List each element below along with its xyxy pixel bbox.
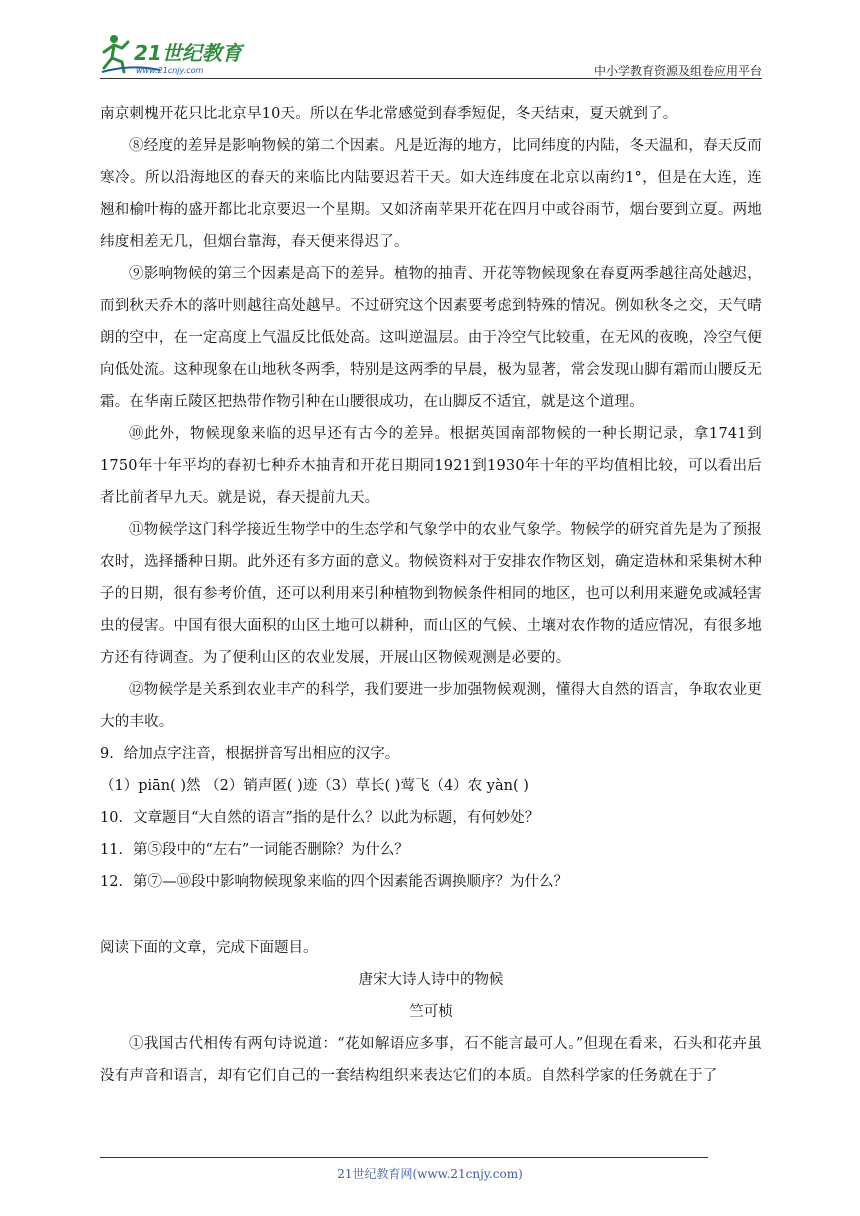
header-divider <box>100 78 762 79</box>
paragraph-continued: 南京刺槐开花只比北京早10天。所以在华北常感觉到春季短促，冬天结束，夏天就到了。 <box>100 106 678 122</box>
paragraph-11: ⑪物候学这门科学接近生物学中的生态学和气象学中的农业气象学。物候学的研究首先是为了预报农时，选择播种日期。此外还有多方面的意义。物候资料对于安排农作物区划，确定造林和采集树木种子的日期，很有参考价值，还可以利用来引种植物到物候条件相同的地区，也可以利用来避免或减轻害虫的侵害。中国有很大面积的山区土地可以耕种，而山区的气候、土壤对农作物的适应情况，有很多地方还有待调查。为了便利山区的农业发展，开展山区物候观测是必要的。 <box>100 522 762 666</box>
reading-intro: 阅读下面的文章，完成下面题目。 <box>100 940 318 956</box>
section-gap <box>100 898 762 932</box>
footer-divider <box>100 1157 708 1158</box>
logo-url: www.21cnjy.com <box>136 66 204 75</box>
page-header <box>100 30 762 80</box>
footer-text: 21世纪教育网(www.21cnjy.com) <box>337 1167 523 1181</box>
question-9: 9．给加点字注音，根据拼音写出相应的汉字。 <box>100 746 400 762</box>
logo-text: 21世纪教育 <box>134 41 242 65</box>
question-10: 10．文章题目“大自然的语言”指的是什么？以此为标题，有何妙处？ <box>100 810 540 826</box>
platform-name: 中小学教育资源及组卷应用平台 <box>593 64 762 78</box>
question-12: 12．第⑦—⑩段中影响物候现象来临的四个因素能否调换顺序？为什么？ <box>100 874 568 890</box>
document-body <box>100 98 762 1092</box>
logo <box>100 30 270 78</box>
paragraph-10: ⑩此外，物候现象来临的迟早还有古今的差异。根据英国南部物候的一种长期记录，拿1741到1750年十年平均的春初七种乔木抽青和开花日期同1921到1930年十年的平均值相比较，可以看出后者比前者早九天。就是说，春天提前九天。 <box>100 426 762 506</box>
paragraph-8: ⑧经度的差异是影响物候的第二个因素。凡是近海的地方，比同纬度的内陆，冬天温和，春天反而寒冷。所以沿海地区的春天的来临比内陆要迟若干天。如大连纬度在北京以南约1°，但是在大连，连翘和榆叶梅的盛开都比北京要迟一个星期。又如济南苹果开花在四月中或谷雨节，烟台要到立夏。两地纬度相差无几，但烟台靠海，春天便来得迟了。 <box>100 138 762 250</box>
paragraph-9: ⑨影响物候的第三个因素是高下的差异。植物的抽青、开花等物候现象在春夏两季越往高处越迟，而到秋天乔木的落叶则越往高处越早。不过研究这个因素要考虑到特殊的情况。例如秋冬之交，天气晴朗的空中，在一定高度上气温反比低处高。这叫逆温层。由于冷空气比较重，在无风的夜晚，冷空气便向低处流。这种现象在山地秋冬两季，特别是这两季的早晨，极为显著，常会发现山脚有霜而山腰反无霜。在华南丘陵区把热带作物引种在山腰很成功，在山脚反不适宜，就是这个道理。 <box>100 266 762 410</box>
paragraph-12: ⑫物候学是关系到农业丰产的科学，我们要进一步加强物候观测，懂得大自然的语言，争取农业更大的丰收。 <box>100 682 762 730</box>
question-11: 11．第⑤段中的“左右”一词能否删除？为什么？ <box>100 842 409 858</box>
question-9-items: （1）piān( )然 （2）销声匿( )迹（3）草长( )莺飞（4）农 yàn( ) <box>100 778 529 794</box>
article-paragraph-1: ①我国古代相传有两句诗说道：“花如解语应多事，石不能言最可人。”但现在看来，石头和花卉虽没有声音和语言，却有它们自己的一套结构组织来表达它们的本质。自然科学家的任务就在于了 <box>100 1036 762 1084</box>
article-title: 唐宋大诗人诗中的物候 <box>358 972 504 988</box>
article-author: 竺可桢 <box>409 1004 453 1020</box>
